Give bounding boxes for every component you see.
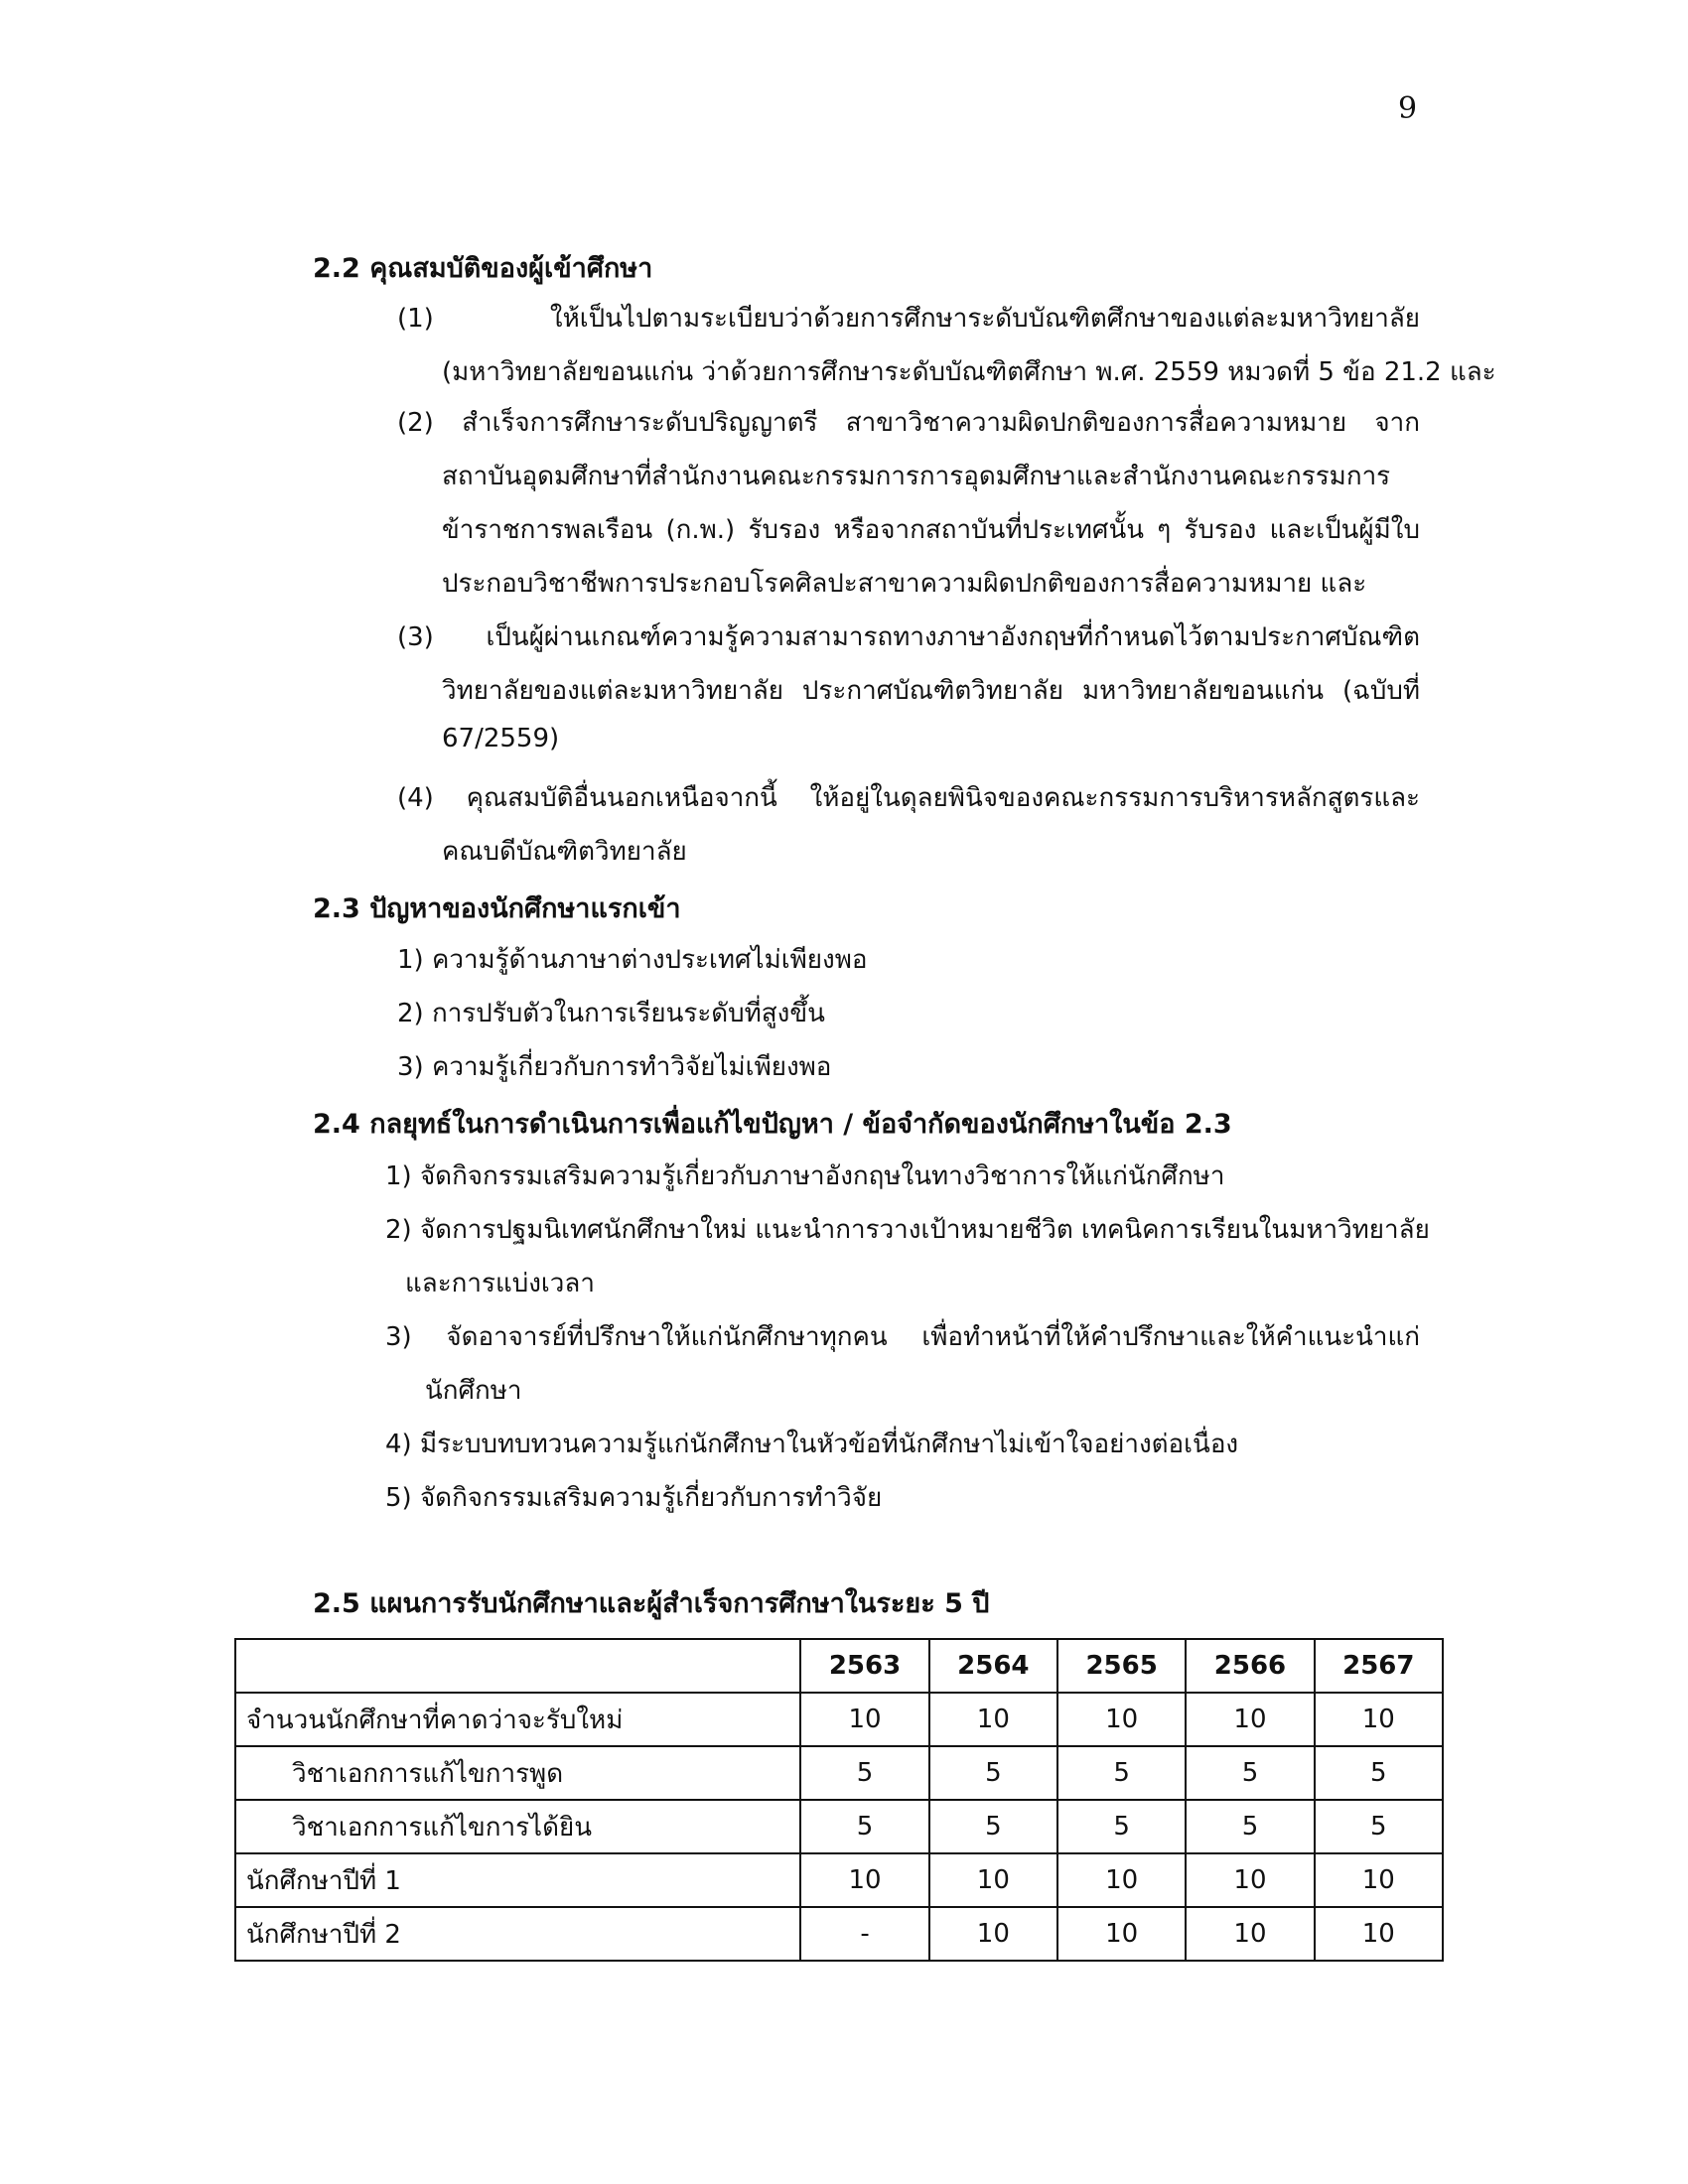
table-row [235, 1853, 1443, 1907]
section-2-3-item: 1) ความรู้ด้านภาษาต่างประเทศไม่เพียงพอ [397, 945, 868, 975]
table-header-blank [235, 1639, 800, 1693]
section-2-3-item: 2) การปรับตัวในการเรียนระดับที่สูงขึ้น [397, 999, 825, 1028]
table-cell: 10 [1186, 1907, 1314, 1961]
table-row-label: วิชาเอกการแก้ไขการพูด [235, 1746, 800, 1800]
table-cell: 5 [929, 1800, 1057, 1853]
table-cell: 5 [800, 1746, 928, 1800]
table-cell: 5 [1057, 1800, 1186, 1853]
table-header-year: 2565 [1057, 1639, 1186, 1693]
section-2-2-line: ข้าราชการพลเรือน (ก.พ.) รับรอง หรือจากสถาบันที่ประเทศนั้น ๆ รับรอง และเป็นผู้มีใบ [442, 515, 1420, 545]
table-cell: 10 [1315, 1853, 1443, 1907]
table-cell: 5 [1315, 1800, 1443, 1853]
table-cell: 10 [1186, 1853, 1314, 1907]
table-cell: 10 [1057, 1907, 1186, 1961]
table-header-year: 2563 [800, 1639, 928, 1693]
section-2-4-line: 1) จัดกิจกรรมเสริมความรู้เกี่ยวกับภาษาอังกฤษในทางวิชาการให้แก่นักศึกษา [385, 1161, 1225, 1191]
table-cell: 10 [1315, 1907, 1443, 1961]
table-cell: 5 [1186, 1800, 1314, 1853]
section-2-2-line: (1) ให้เป็นไปตามระเบียบว่าด้วยการศึกษาระดับบัณฑิตศึกษาของแต่ละมหาวิทยาลัย [397, 304, 1420, 334]
section-2-2-line: (3) เป็นผู้ผ่านเกณฑ์ความรู้ความสามารถทางภาษาอังกฤษที่กำหนดไว้ตามประกาศบัณฑิต [397, 622, 1420, 652]
table-cell: 10 [929, 1907, 1057, 1961]
table-header-year: 2566 [1186, 1639, 1314, 1693]
table-cell: 10 [1186, 1693, 1314, 1746]
table-cell: 5 [929, 1746, 1057, 1800]
table-cell: 5 [1315, 1746, 1443, 1800]
section-2-4-line: และการแบ่งเวลา [405, 1269, 595, 1298]
section-2-2-line: ประกอบวิชาชีพการประกอบโรคศิลปะสาขาความผิดปกติของการสื่อความหมาย และ [442, 569, 1367, 599]
section-2-3-item: 3) ความรู้เกี่ยวกับการทำวิจัยไม่เพียงพอ [397, 1052, 832, 1082]
table-cell: 10 [1057, 1853, 1186, 1907]
section-2-2-line: วิทยาลัยของแต่ละมหาวิทยาลัย ประกาศบัณฑิตวิทยาลัย มหาวิทยาลัยขอนแก่น (ฉบับที่ [442, 676, 1420, 706]
table-cell: 10 [929, 1693, 1057, 1746]
table-row [235, 1907, 1443, 1961]
section-2-2-line: สถาบันอุดมศึกษาที่สำนักงานคณะกรรมการการอุดมศึกษาและสำนักงานคณะกรรมการ [442, 462, 1391, 491]
section-2-4-line: นักศึกษา [425, 1376, 522, 1406]
section-2-2-line: (มหาวิทยาลัยขอนแก่น ว่าด้วยการศึกษาระดับบัณฑิตศึกษา พ.ศ. 2559 หมวดที่ 5 ข้อ 21.2 และ [442, 357, 1496, 387]
table-cell: 5 [1057, 1746, 1186, 1800]
table-row-label: นักศึกษาปีที่ 2 [235, 1907, 800, 1961]
section-2-2-line: (2) สำเร็จการศึกษาระดับปริญญาตรี สาขาวิชาความผิดปกติของการสื่อความหมาย จาก [397, 408, 1420, 438]
section-2-4-heading: 2.4 กลยุทธ์ในการดำเนินการเพื่อแก้ไขปัญหา / ข้อจำกัดของนักศึกษาในข้อ 2.3 [313, 1109, 1232, 1140]
table-row [235, 1693, 1443, 1746]
table-cell: 5 [800, 1800, 928, 1853]
section-2-2-line: (4) คุณสมบัติอื่นนอกเหนือจากนี้ ให้อยู่ในดุลยพินิจของคณะกรรมการบริหารหลักสูตรและ [397, 783, 1420, 813]
table-row-label: นักศึกษาปีที่ 1 [235, 1853, 800, 1907]
section-2-5-heading: 2.5 แผนการรับนักศึกษาและผู้สำเร็จการศึกษาในระยะ 5 ปี [313, 1588, 990, 1619]
table-header-row [235, 1639, 1443, 1693]
section-2-3-heading: 2.3 ปัญหาของนักศึกษาแรกเข้า [313, 893, 681, 924]
table-cell: 10 [1315, 1693, 1443, 1746]
table-cell: 10 [929, 1853, 1057, 1907]
table-row-label: จำนวนนักศึกษาที่คาดว่าจะรับใหม่ [235, 1693, 800, 1746]
table-row [235, 1746, 1443, 1800]
section-2-2-line: 67/2559) [442, 724, 560, 753]
section-2-4-line: 3) จัดอาจารย์ที่ปรึกษาให้แก่นักศึกษาทุกคน เพื่อทำหน้าที่ให้คำปรึกษาและให้คำแนะนำแก่ [385, 1322, 1420, 1352]
page-number: 9 [1398, 91, 1418, 126]
section-2-4-line: 2) จัดการปฐมนิเทศนักศึกษาใหม่ แนะนำการวางเป้าหมายชีวิต เทคนิคการเรียนในมหาวิทยาลัย [385, 1215, 1430, 1245]
table-row [235, 1800, 1443, 1853]
table-row-label: วิชาเอกการแก้ไขการได้ยิน [235, 1800, 800, 1853]
admission-plan-table [234, 1638, 1444, 1962]
table-cell: 10 [1057, 1693, 1186, 1746]
section-2-2-line: คณบดีบัณฑิตวิทยาลัย [442, 837, 687, 867]
section-2-2-heading: 2.2 คุณสมบัติของผู้เข้าศึกษา [313, 253, 653, 284]
table-cell: 5 [1186, 1746, 1314, 1800]
table-cell: 10 [800, 1693, 928, 1746]
table-cell: - [800, 1907, 928, 1961]
section-2-4-line: 5) จัดกิจกรรมเสริมความรู้เกี่ยวกับการทำวิจัย [385, 1483, 883, 1513]
table-header-year: 2564 [929, 1639, 1057, 1693]
table-cell: 10 [800, 1853, 928, 1907]
table-header-year: 2567 [1315, 1639, 1443, 1693]
section-2-4-line: 4) มีระบบทบทวนความรู้แก่นักศึกษาในหัวข้อที่นักศึกษาไม่เข้าใจอย่างต่อเนื่อง [385, 1430, 1239, 1459]
